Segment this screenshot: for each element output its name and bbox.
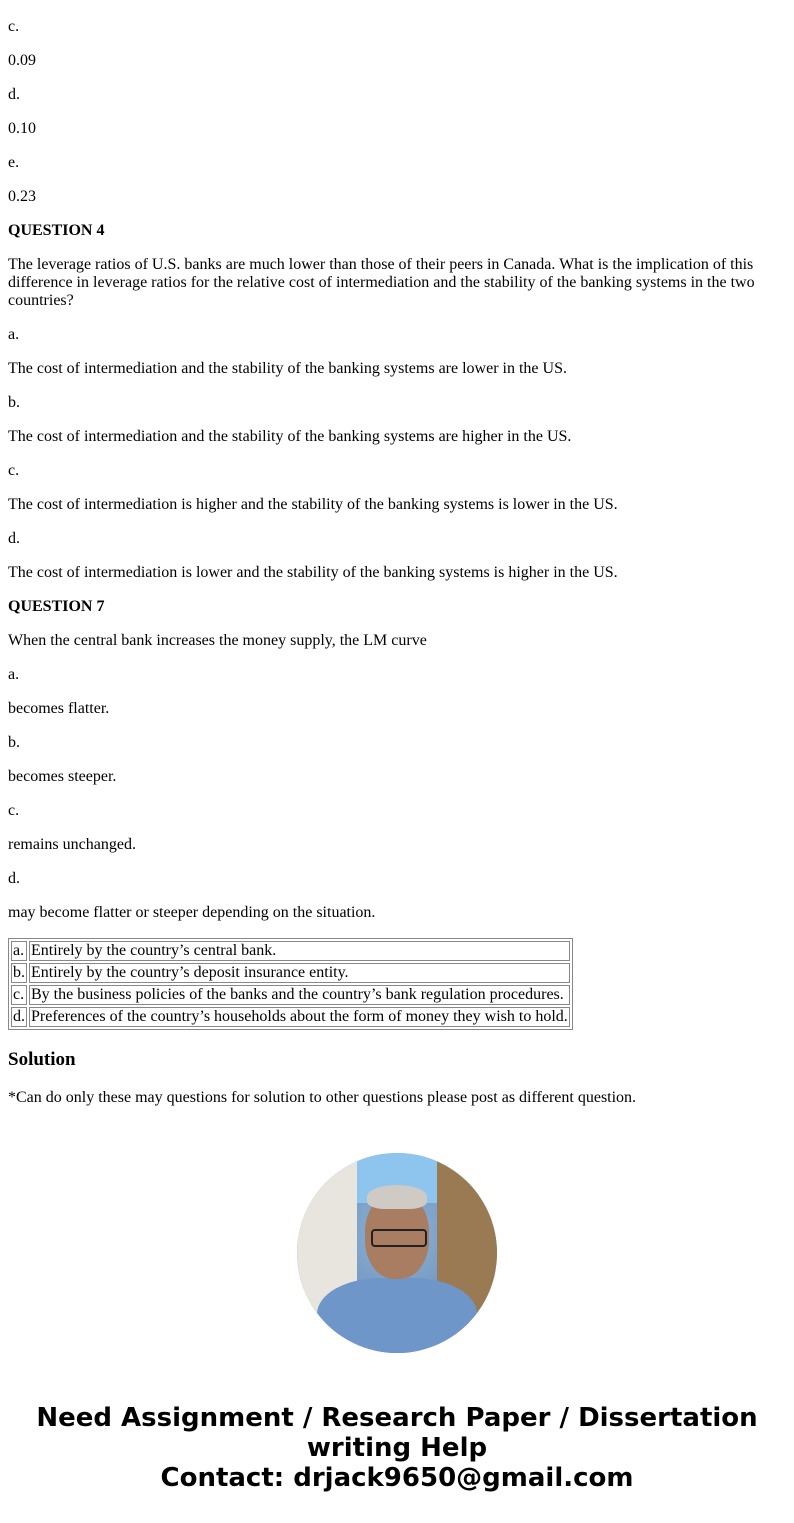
- option-text: The cost of intermediation is lower and the stability of the banking systems is higher in the US.: [8, 564, 618, 581]
- option-text: may become flatter or steeper depending on the situation.: [8, 904, 376, 921]
- promo-line-1: Need Assignment / Research Paper / Dissertation writing Help: [36, 1403, 758, 1463]
- table-cell-text: Entirely by the country’s central bank.: [29, 941, 570, 961]
- avatar-hair: [367, 1185, 427, 1209]
- option-letter: d.: [8, 86, 20, 103]
- table-row: [11, 963, 570, 983]
- option-letter: e.: [8, 154, 20, 171]
- table-row: [11, 1007, 570, 1027]
- table-cell-letter: d.: [13, 1008, 25, 1025]
- option-text: remains unchanged.: [8, 836, 136, 853]
- option-text: The cost of intermediation is higher and the stability of the banking systems is lower in the US.: [8, 496, 618, 513]
- option-text: 0.10: [8, 120, 36, 137]
- option-letter: c.: [8, 18, 20, 35]
- option-letter: d.: [8, 870, 20, 887]
- question-4-heading: QUESTION 4: [8, 222, 105, 239]
- avatar-glasses: [371, 1229, 427, 1247]
- question-7-text: When the central bank increases the money supply, the LM curve: [8, 632, 427, 649]
- option-letter: b.: [8, 734, 20, 751]
- question-4-text: The leverage ratios of U.S. banks are much lower than those of their peers in Canada. What is the implication of this difference in leverage ratios for the relative cost of intermediation and the stability of the banking systems in the two countries?: [8, 256, 755, 309]
- option-letter: c.: [8, 462, 20, 479]
- option-text: 0.23: [8, 188, 36, 205]
- table-cell-letter: c.: [11, 985, 27, 1005]
- table-row: [11, 941, 570, 961]
- author-avatar: [297, 1153, 497, 1353]
- solution-heading: Solution: [8, 1049, 76, 1070]
- promo-footer: [0, 1403, 794, 1493]
- option-text: The cost of intermediation and the stability of the banking systems are higher in the US.: [8, 428, 572, 445]
- avatar-shirt: [317, 1278, 477, 1353]
- table-row: [11, 985, 570, 1005]
- option-letter: b.: [8, 394, 20, 411]
- table-cell-letter: a.: [11, 941, 27, 961]
- question-7-heading: QUESTION 7: [8, 598, 105, 615]
- option-letter: c.: [8, 802, 20, 819]
- table-cell-text: Entirely by the country’s deposit insurance entity.: [29, 963, 570, 983]
- option-letter: a.: [8, 666, 20, 683]
- option-text: becomes steeper.: [8, 768, 117, 785]
- table-cell-text: Preferences of the country’s households about the form of money they wish to hold.: [31, 1008, 568, 1025]
- option-letter: a.: [8, 326, 20, 343]
- table-cell-letter: b.: [13, 964, 25, 981]
- solution-text: *Can do only these may questions for solution to other questions please post as different question.: [8, 1089, 637, 1106]
- option-text: The cost of intermediation and the stability of the banking systems are lower in the US.: [8, 360, 567, 377]
- table-cell-text: By the business policies of the banks and the country’s bank regulation procedures.: [29, 985, 570, 1005]
- option-text: becomes flatter.: [8, 700, 110, 717]
- options-table: [8, 938, 573, 1030]
- option-text: 0.09: [8, 52, 36, 69]
- promo-contact: Contact: drjack9650@gmail.com: [160, 1463, 634, 1493]
- option-letter: d.: [8, 530, 20, 547]
